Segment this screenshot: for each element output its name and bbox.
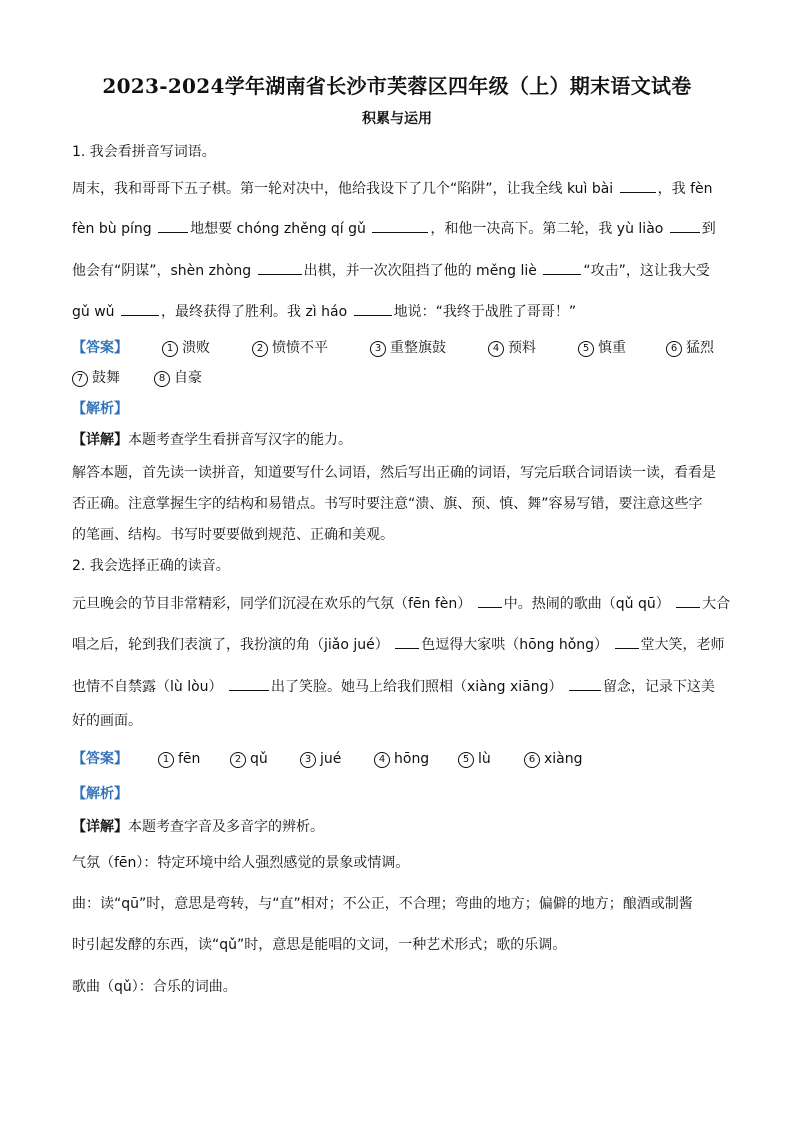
answer-blank xyxy=(372,218,428,233)
answer-blank xyxy=(229,676,269,691)
q1-text: 地说：“我终于战胜了哥哥！” xyxy=(393,304,577,320)
number-circle: 7 xyxy=(72,371,88,387)
answer-blank xyxy=(615,634,639,649)
q2-text: 出了笑脸。她马上给我们照相（xiàng xiāng） xyxy=(271,679,563,695)
number-circle: 5 xyxy=(458,752,474,768)
q1-text: 出棋，并一次次阻挡了他的 měng liè xyxy=(303,263,537,279)
analysis-tag: 【解析】 xyxy=(72,786,128,802)
answer-item xyxy=(524,749,583,769)
answer-item xyxy=(370,338,446,358)
answer-text: qǔ xyxy=(250,751,268,767)
answer-blank xyxy=(121,301,159,316)
q1-text: ，和他一决高下。第二轮，我 yù liào xyxy=(430,221,664,237)
answer-item xyxy=(458,749,491,769)
detail-tag: 【详解】 xyxy=(72,432,128,448)
answer-item xyxy=(230,749,268,769)
q2-explanation: 歌曲（qǔ）：合乐的词曲。 xyxy=(72,979,237,995)
q2-answer-row xyxy=(72,749,632,769)
number-circle: 8 xyxy=(154,371,170,387)
q2-line-1 xyxy=(72,593,730,614)
number-circle: 2 xyxy=(252,341,268,357)
q1-answer-row-1 xyxy=(72,338,732,358)
answer-item xyxy=(252,338,328,358)
q1-line-2 xyxy=(72,218,716,239)
answer-text: xiàng xyxy=(544,751,583,767)
detail-tag: 【详解】 xyxy=(72,819,128,835)
answer-text: fēn xyxy=(178,751,201,767)
answer-blank xyxy=(543,260,581,275)
number-circle: 2 xyxy=(230,752,246,768)
q2-line-2 xyxy=(72,634,725,655)
q2-text: 中。热闹的歌曲（qǔ qū） xyxy=(503,596,670,612)
answer-item xyxy=(158,749,200,769)
answer-item xyxy=(488,338,536,358)
number-circle: 3 xyxy=(300,752,316,768)
q2-explanation: 气氛（fēn）：特定环境中给人强烈感觉的景象或情调。 xyxy=(72,855,410,871)
q2-text: 色逗得大家哄（hōng hǒng） xyxy=(421,637,609,653)
q1-line-1 xyxy=(72,178,713,199)
answer-blank xyxy=(569,676,601,691)
q2-text: 也情不自禁露（lù lòu） xyxy=(72,679,223,695)
answer-tag: 【答案】 xyxy=(72,751,128,767)
number-circle: 3 xyxy=(370,341,386,357)
q1-detail xyxy=(72,430,352,450)
answer-text: 自豪 xyxy=(174,370,202,386)
answer-blank xyxy=(478,593,502,608)
q1-paragraph: 的笔画、结构。书写时要要做到规范、正确和美观。 xyxy=(72,527,394,543)
answer-tag: 【答案】 xyxy=(72,340,128,356)
answer-item xyxy=(374,749,429,769)
answer-blank xyxy=(620,178,656,193)
q2-explanation: 时引起发酵的东西，读“qǔ”时，意思是能唱的文词，一种艺术形式；歌的乐调。 xyxy=(72,937,567,953)
answer-blank xyxy=(670,218,700,233)
number-circle: 5 xyxy=(578,341,594,357)
q1-text: 到 xyxy=(701,221,716,237)
q2-line-3 xyxy=(72,676,715,697)
q2-text: 堂大笑，老师 xyxy=(640,637,725,653)
q2-text: 元旦晚会的节目非常精彩，同学们沉浸在欢乐的气氛（fēn fèn） xyxy=(72,596,472,612)
q1-text: ，我 fèn xyxy=(657,181,713,197)
q1-paragraph: 否正确。注意掌握生字的结构和易错点。书写时要注意“溃、旗、预、慎、舞”容易写错，要注意这些字 xyxy=(72,496,703,512)
q2-explanation: 曲：读“qū”时，意思是弯转，与“直”相对；不公正，不合理；弯曲的地方；偏僻的地方；酿酒或制酱 xyxy=(72,896,693,912)
q1-text: ，最终获得了胜利。我 zì háo xyxy=(161,304,348,320)
exam-title: 2023-2024学年湖南省长沙市芙蓉区四年级（上）期末语文试卷 xyxy=(102,74,692,98)
q1-line-4 xyxy=(72,301,576,322)
answer-text: 猛烈 xyxy=(686,340,714,356)
number-circle: 1 xyxy=(162,341,178,357)
q1-text: fèn bù píng xyxy=(72,221,152,237)
answer-item xyxy=(154,368,202,388)
q2-heading: 2. 我会选择正确的读音。 xyxy=(72,558,230,574)
q2-line-4: 好的画面。 xyxy=(72,713,142,729)
q2-text: 唱之后，轮到我们表演了，我扮演的角（jiǎo jué） xyxy=(72,637,389,653)
answer-text: 溃败 xyxy=(182,340,210,356)
number-circle: 4 xyxy=(488,341,504,357)
number-circle: 6 xyxy=(666,341,682,357)
detail-text: 本题考查字音及多音字的辨析。 xyxy=(128,819,324,835)
answer-item xyxy=(72,368,120,388)
section-title: 积累与运用 xyxy=(362,111,432,127)
q1-line-3 xyxy=(72,260,710,281)
detail-text: 本题考查学生看拼音写汉字的能力。 xyxy=(128,432,352,448)
q1-paragraph: 解答本题，首先读一读拼音，知道要写什么词语，然后写出正确的词语，写完后联合词语读一读，看看是 xyxy=(72,465,716,481)
answer-blank xyxy=(158,218,188,233)
number-circle: 4 xyxy=(374,752,390,768)
number-circle: 1 xyxy=(158,752,174,768)
q2-detail xyxy=(72,817,324,837)
answer-item xyxy=(578,338,626,358)
answer-blank xyxy=(395,634,419,649)
q1-text: 他会有“阴谋”，shèn zhòng xyxy=(72,263,252,279)
answer-text: 预料 xyxy=(508,340,536,356)
answer-item xyxy=(300,749,341,769)
q1-text: 周末，我和哥哥下五子棋。第一轮对决中，他给我设下了几个“陷阱”，让我全线 kuì bài xyxy=(72,181,614,197)
analysis-tag: 【解析】 xyxy=(72,401,128,417)
answer-blank xyxy=(258,260,302,275)
number-circle: 6 xyxy=(524,752,540,768)
answer-blank xyxy=(676,593,700,608)
answer-text: lù xyxy=(478,751,491,767)
q2-text: 留念，记录下这美 xyxy=(602,679,715,695)
answer-text: hōng xyxy=(394,751,430,767)
q1-heading: 1. 我会看拼音写词语。 xyxy=(72,144,216,160)
answer-item xyxy=(666,338,714,358)
q1-text: “攻击”，这让我大受 xyxy=(583,263,710,279)
answer-text: jué xyxy=(320,751,342,767)
q1-text: gǔ wǔ xyxy=(72,304,115,320)
q2-text: 大合 xyxy=(702,596,731,612)
answer-item xyxy=(162,338,210,358)
q1-text: 地想要 chóng zhěng qí gǔ xyxy=(190,221,366,237)
answer-blank xyxy=(354,301,392,316)
answer-text: 重整旗鼓 xyxy=(390,340,446,356)
answer-text: 鼓舞 xyxy=(92,370,120,386)
answer-text: 愤愤不平 xyxy=(272,340,328,356)
q1-answer-row-2 xyxy=(72,368,372,388)
answer-text: 慎重 xyxy=(598,340,626,356)
